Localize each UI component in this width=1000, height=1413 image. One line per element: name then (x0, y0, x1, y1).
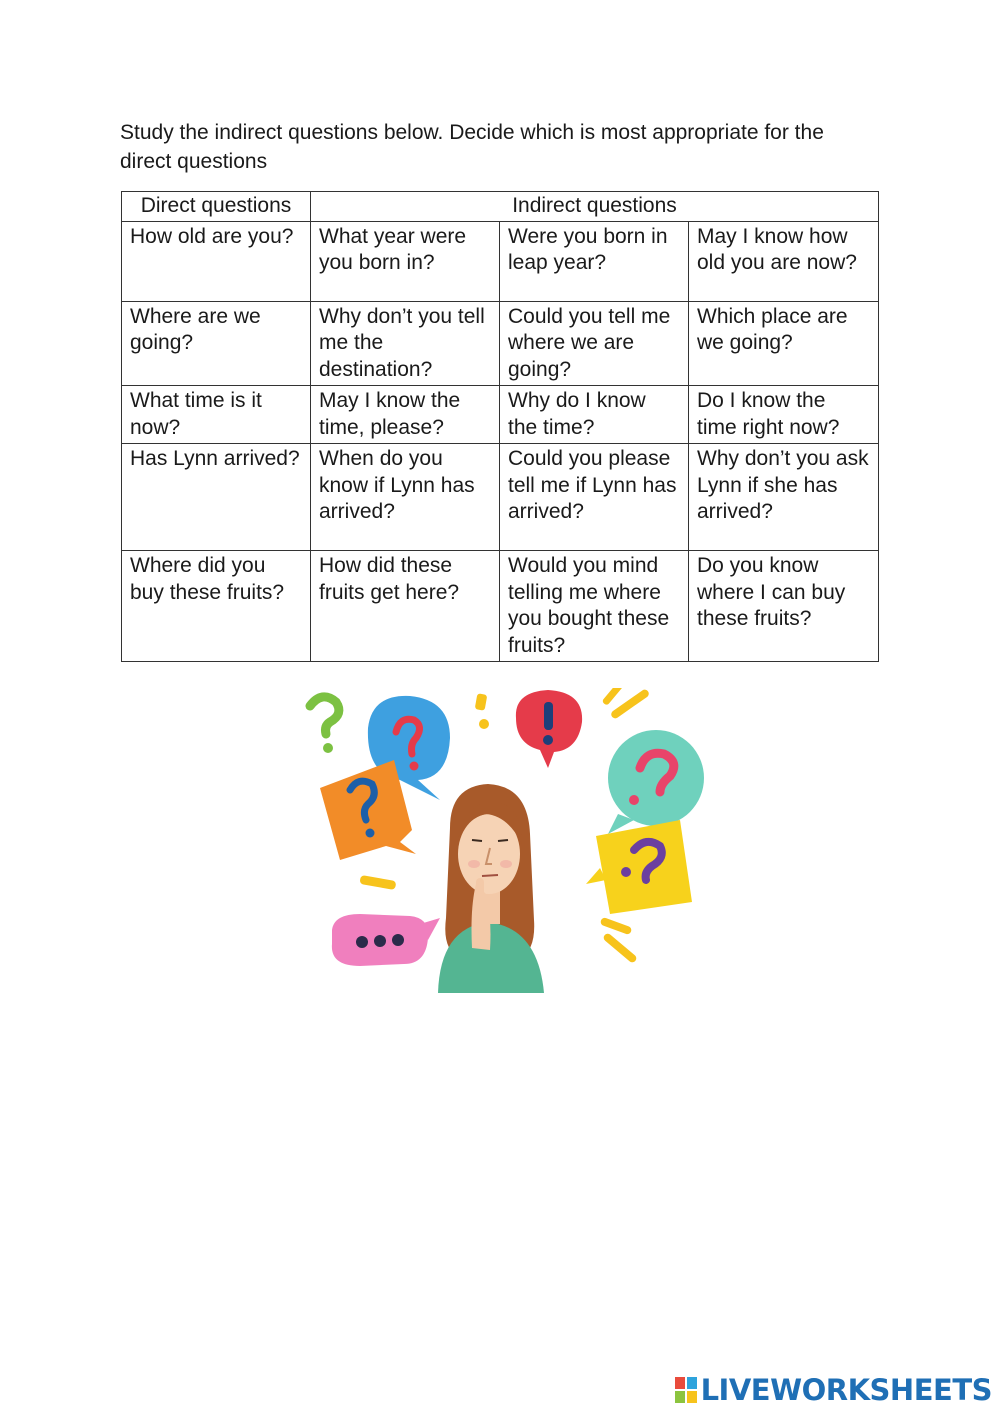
indirect-option-cell[interactable]: May I know how old you are now? (689, 221, 879, 301)
thinking-girl-illustration (300, 688, 720, 993)
speech-bubble-icon (586, 820, 692, 914)
table-row (122, 301, 879, 386)
indirect-option-cell[interactable]: May I know the time, please? (311, 386, 500, 444)
table-row (122, 551, 879, 662)
direct-question-cell: What time is it now? (122, 386, 311, 444)
table-row (122, 444, 879, 551)
indirect-option-cell[interactable]: Do you know where I can buy these fruits? (689, 551, 879, 662)
indirect-option-cell[interactable]: Why don’t you ask Lynn if she has arrived? (689, 444, 879, 551)
indirect-option-cell[interactable]: When do you know if Lynn has arrived? (311, 444, 500, 551)
header-direct-questions: Direct questions (122, 192, 311, 222)
header-indirect-questions: Indirect questions (311, 192, 879, 222)
indirect-option-cell[interactable]: How did these fruits get here? (311, 551, 500, 662)
indirect-option-cell[interactable]: Could you please tell me if Lynn has arrived? (500, 444, 689, 551)
direct-question-cell: Has Lynn arrived? (122, 444, 311, 551)
direct-question-cell: Where are we going? (122, 301, 311, 386)
table-header-row (122, 192, 879, 222)
direct-question-cell: Where did you buy these fruits? (122, 551, 311, 662)
indirect-option-cell[interactable]: Which place are we going? (689, 301, 879, 386)
table-row (122, 386, 879, 444)
girl-figure (438, 784, 544, 993)
indirect-option-cell[interactable]: Would you mind telling me where you bought these fruits? (500, 551, 689, 662)
questions-table (121, 191, 879, 662)
liveworksheets-logo (675, 1373, 992, 1407)
instructions-text: Study the indirect questions below. Decide which is most appropriate for the direct questions (120, 121, 824, 173)
exclamation-bubble-icon (516, 690, 582, 768)
indirect-option-cell[interactable]: Why don’t you tell me the destination? (311, 301, 500, 386)
typing-bubble-icon (332, 914, 440, 966)
table-row (122, 221, 879, 301)
direct-question-cell: How old are you? (122, 221, 311, 301)
indirect-option-cell[interactable]: Do I know the time right now? (689, 386, 879, 444)
liveworksheets-logo-icon (675, 1377, 697, 1403)
indirect-option-cell[interactable]: Why do I know the time? (500, 386, 689, 444)
speech-bubble-icon (608, 730, 704, 834)
indirect-option-cell[interactable]: Were you born in leap year? (500, 221, 689, 301)
indirect-option-cell[interactable]: Could you tell me where we are going? (500, 301, 689, 386)
question-mark-icon (310, 697, 339, 753)
indirect-option-cell[interactable]: What year were you born in? (311, 221, 500, 301)
liveworksheets-logo-text: LIVEWORKSHEETS (700, 1373, 992, 1407)
